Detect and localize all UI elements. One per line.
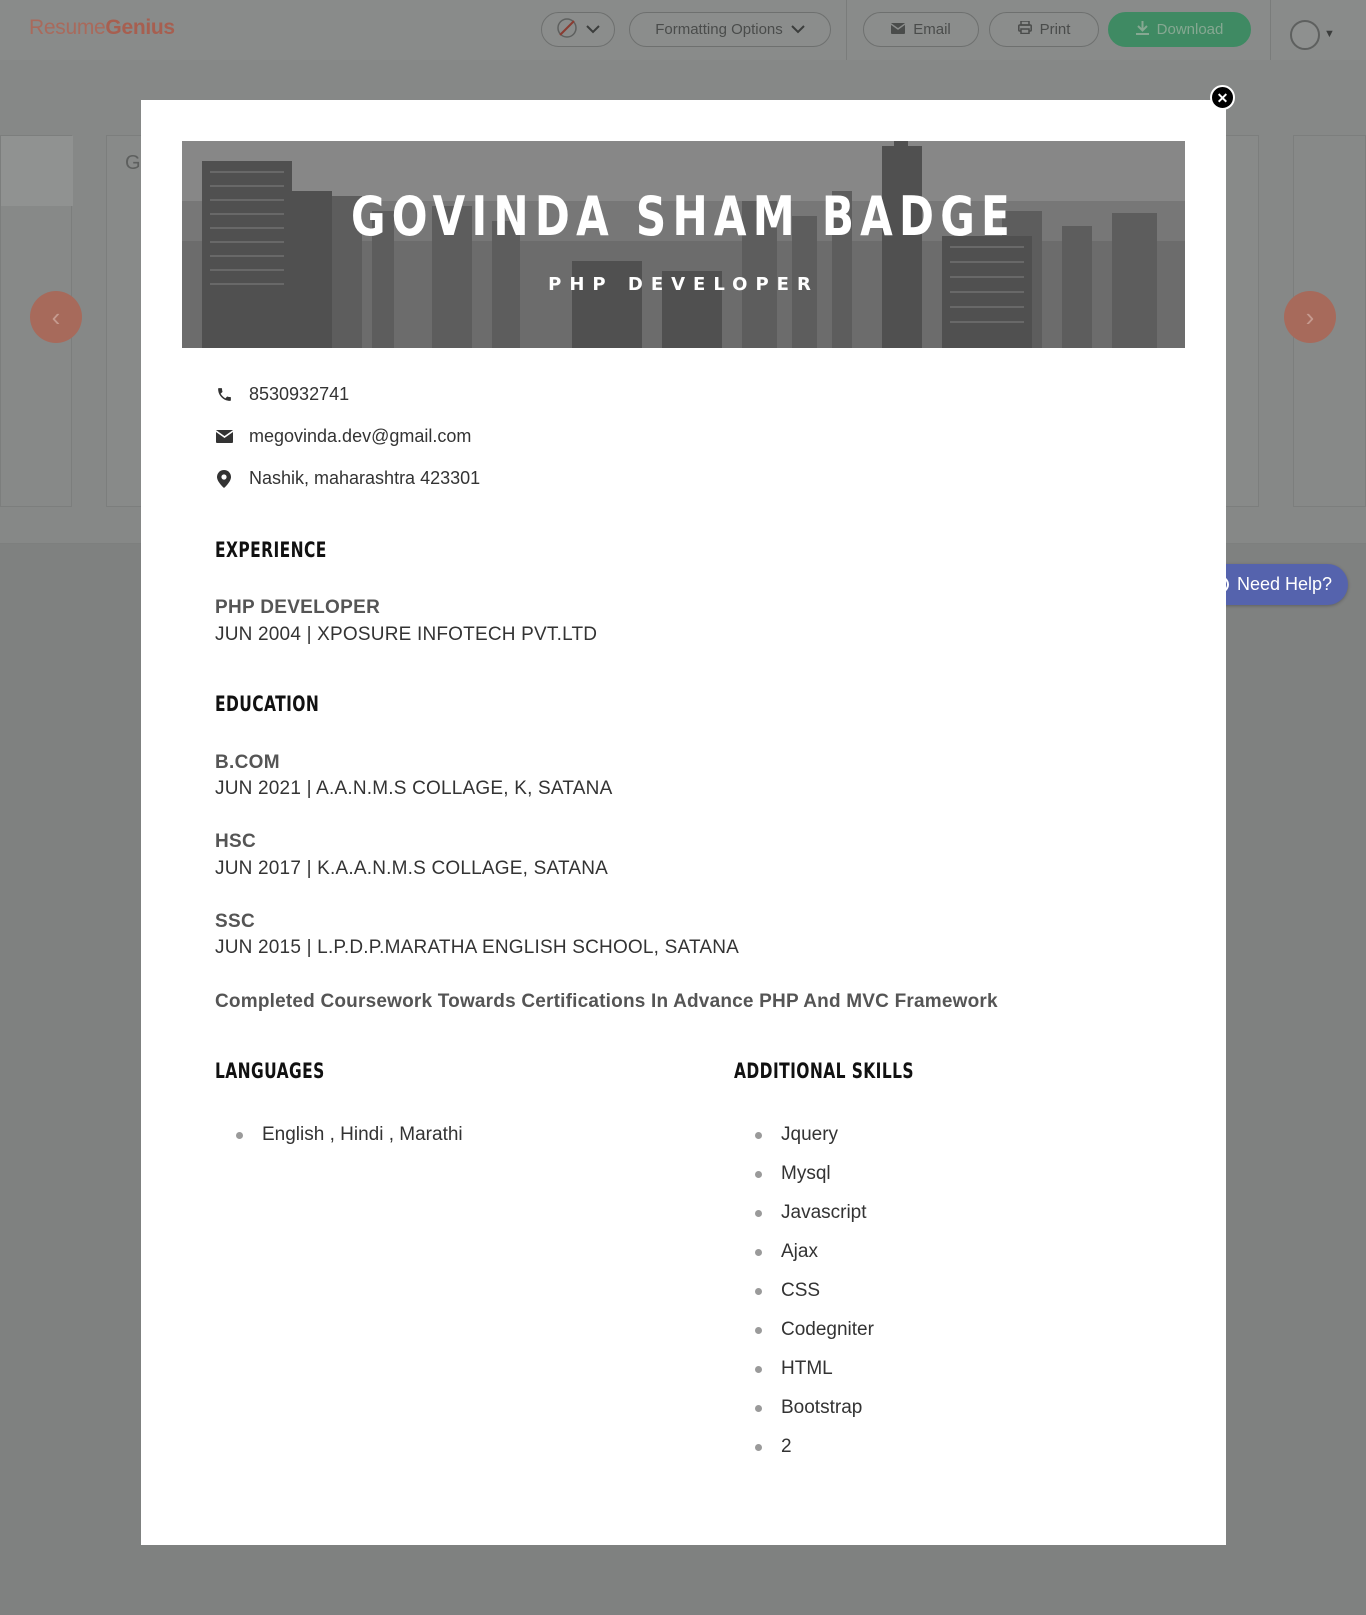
address-text: Nashik, maharashtra 423301 — [249, 468, 481, 488]
email-text: megovinda.dev@gmail.com — [249, 426, 472, 446]
print-button[interactable] — [989, 12, 1099, 47]
languages-list — [236, 1124, 463, 1163]
list-item: Jquery — [755, 1124, 874, 1163]
caret-down-icon[interactable]: ▼ — [1324, 28, 1335, 40]
list-item: CSS — [755, 1280, 874, 1319]
envelope-icon — [215, 428, 233, 446]
logo-text-resume: Resume — [29, 16, 106, 39]
download-button[interactable] — [1108, 12, 1251, 47]
list-item: Ajax — [755, 1241, 874, 1280]
list-item: HTML — [755, 1358, 874, 1397]
list-item: English , Hindi , Marathi — [236, 1124, 463, 1163]
download-button-label: Download — [1156, 21, 1224, 38]
education-degree: B.COM — [215, 752, 280, 773]
resume-name: GOVINDA SHAM BADGE — [350, 185, 1017, 248]
list-item: 2 — [755, 1436, 874, 1475]
contact-email — [215, 426, 471, 447]
resume-genius-logo[interactable] — [29, 16, 175, 40]
phone-text: 8530932741 — [249, 384, 350, 404]
carousel-next-arrow-icon[interactable]: › — [1284, 291, 1336, 343]
list-item: Bootstrap — [755, 1397, 874, 1436]
user-avatar-icon[interactable] — [1290, 20, 1320, 50]
education-heading: EDUCATION — [215, 692, 320, 716]
experience-heading: EXPERIENCE — [215, 538, 327, 562]
education-degree: HSC — [215, 831, 257, 852]
formatting-options-label: Formatting Options — [655, 21, 783, 38]
carousel-prev-arrow-icon[interactable]: ‹ — [30, 291, 82, 343]
contact-address — [215, 468, 480, 489]
experience-role: PHP DEVELOPER — [215, 597, 381, 618]
logo-text-genius: Genius — [105, 16, 175, 39]
top-toolbar — [0, 0, 1366, 60]
print-button-label: Print — [1039, 21, 1071, 38]
resume-header-banner — [182, 141, 1185, 348]
email-button-label: Email — [913, 21, 951, 38]
skills-list — [755, 1124, 874, 1475]
envelope-icon — [891, 21, 905, 38]
additional-skills-heading: ADDITIONAL SKILLS — [734, 1059, 914, 1083]
experience-detail: JUN 2004 | XPOSURE INFOTECH PVT.LTD — [215, 624, 598, 645]
printer-icon — [1018, 21, 1032, 38]
education-note: Completed Coursework Towards Certifications In Advance PHP And MVC Framework — [215, 991, 998, 1012]
toolbar-divider — [1270, 0, 1271, 60]
list-item: Mysql — [755, 1163, 874, 1202]
list-item: Codegniter — [755, 1319, 874, 1358]
education-detail: JUN 2015 | L.P.D.P.MARATHA ENGLISH SCHOOL, SATANA — [215, 937, 740, 958]
thumbnail-photo-placeholder — [1, 136, 73, 206]
close-icon[interactable]: ✕ — [1210, 85, 1235, 110]
map-pin-icon — [215, 470, 233, 488]
chevron-down-icon — [791, 21, 805, 38]
need-help-label: Need Help? — [1237, 574, 1333, 594]
phone-icon — [215, 386, 233, 404]
languages-heading: LANGUAGES — [215, 1059, 325, 1083]
resume-job-title: PHP DEVELOPER — [548, 274, 819, 295]
education-detail: JUN 2017 | K.A.A.N.M.S COLLAGE, SATANA — [215, 858, 609, 879]
education-detail: JUN 2021 | A.A.N.M.S COLLAGE, K, SATANA — [215, 778, 613, 799]
toolbar-divider — [846, 0, 847, 60]
no-color-icon — [556, 17, 578, 43]
formatting-options-dropdown[interactable] — [629, 12, 831, 47]
download-icon — [1136, 21, 1149, 39]
thumbnail-initial: G — [125, 152, 141, 174]
contact-phone — [215, 384, 349, 405]
list-item: Javascript — [755, 1202, 874, 1241]
email-button[interactable] — [863, 12, 979, 47]
resume-preview-modal — [141, 100, 1226, 1545]
chevron-down-icon — [586, 21, 600, 38]
education-degree: SSC — [215, 911, 255, 932]
color-picker-button[interactable] — [541, 12, 615, 47]
